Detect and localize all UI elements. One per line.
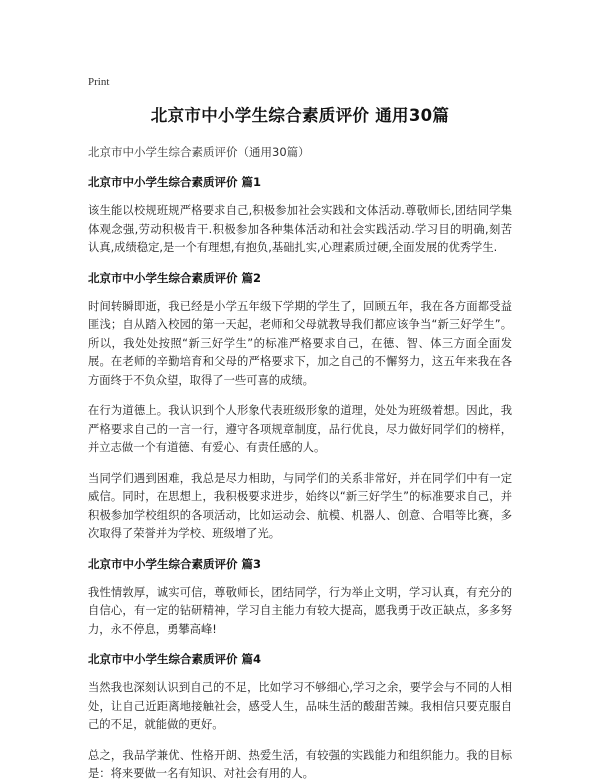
section-heading: 北京市中小学生综合素质评价 篇1 <box>88 175 262 189</box>
section-4 <box>88 651 512 784</box>
paragraph: 该生能以校规班规严格要求自己,积极参加社会实践和文体活动.尊敬师长,团结同学集体观念强,劳动积极肯干.积极参加各种集体活动和社会实践活动.学习目的明确,刻苦 认真,成绩稳定,是一个有理想,有抱负,基础扎实,心理素质过硬,全面发展的优秀学生. <box>88 204 512 254</box>
paragraph: 我性情敦厚，诚实可信，尊敬师长，团结同学，行为举止文明，学习认真，有充分的自信心，有一定的钻研精神，学习自主能力有较大提高，愿我勇于改正缺点，多多努力，永不停息，勇攀高峰! <box>88 585 512 636</box>
paragraph: 在行为道德上。我认识到个人形象代表班级形象的道理，处处为班级着想。因此，我严格要求自己的一言一行，遵守各项规章制度，品行优良，尽力做好同学们的榜样，并立志做一个有道德、有爱心、有责任感的人。 <box>88 404 512 454</box>
paragraph: 当同学们遇到困难，我总是尽力相助，与同学们的关系非常好，并在同学们中有一定威信。同时，在思想上，我积极要求进步，始终以“新三好学生”的标准要求自己，并积极参加学校组织的各项活动，比如运动会、航模、机器人、创意、合唱等比赛，多次取得了荣誉并为学校、班级增了光。 <box>88 471 512 540</box>
print-link[interactable]: Print <box>88 76 110 88</box>
section-heading: 北京市中小学生综合素质评价 篇3 <box>88 556 262 571</box>
page-title: 北京市中小学生综合素质评价 通用30篇 <box>150 106 450 125</box>
paragraph: 当然我也深刻认识到自己的不足，比如学习不够细心,学习之余，要学会与不同的人相处，让自己近距离地接触社会，感受人生，品味生活的酸甜苦辣。我相信只要克服自己的不足，就能做的更好。 <box>88 681 512 731</box>
section-heading: 北京市中小学生综合素质评价 篇4 <box>88 652 262 666</box>
paragraph: 时间转瞬即逝，我已经是小学五年级下学期的学生了，回顾五年，我在各方面都受益匪浅；自从踏入校园的第一天起，老师和父母就教导我们都应该争当“新三好学生”。所以，我处处按照“新三好学生”的标准严格要求自己，在德、智、体三方面全面发展。在老师的辛勤培育和父母的严格要求下，加之自己的不懈努力，这五年来我在各方面终于不负众望，取得了一些可喜的成绩。 <box>88 299 512 387</box>
section-heading: 北京市中小学生综合素质评价 篇2 <box>88 270 262 285</box>
section-1 <box>88 174 512 258</box>
section-3 <box>88 556 512 640</box>
paragraph: 总之，我品学兼优、性格开朗、热爱生活，有较强的实践能力和组织能力。我的目标是：将来要做一名有知识、对社会有用的人。 <box>88 748 512 780</box>
section-2 <box>88 270 512 544</box>
document-subtitle: 北京市中小学生综合素质评价（通用30篇） <box>88 145 310 159</box>
